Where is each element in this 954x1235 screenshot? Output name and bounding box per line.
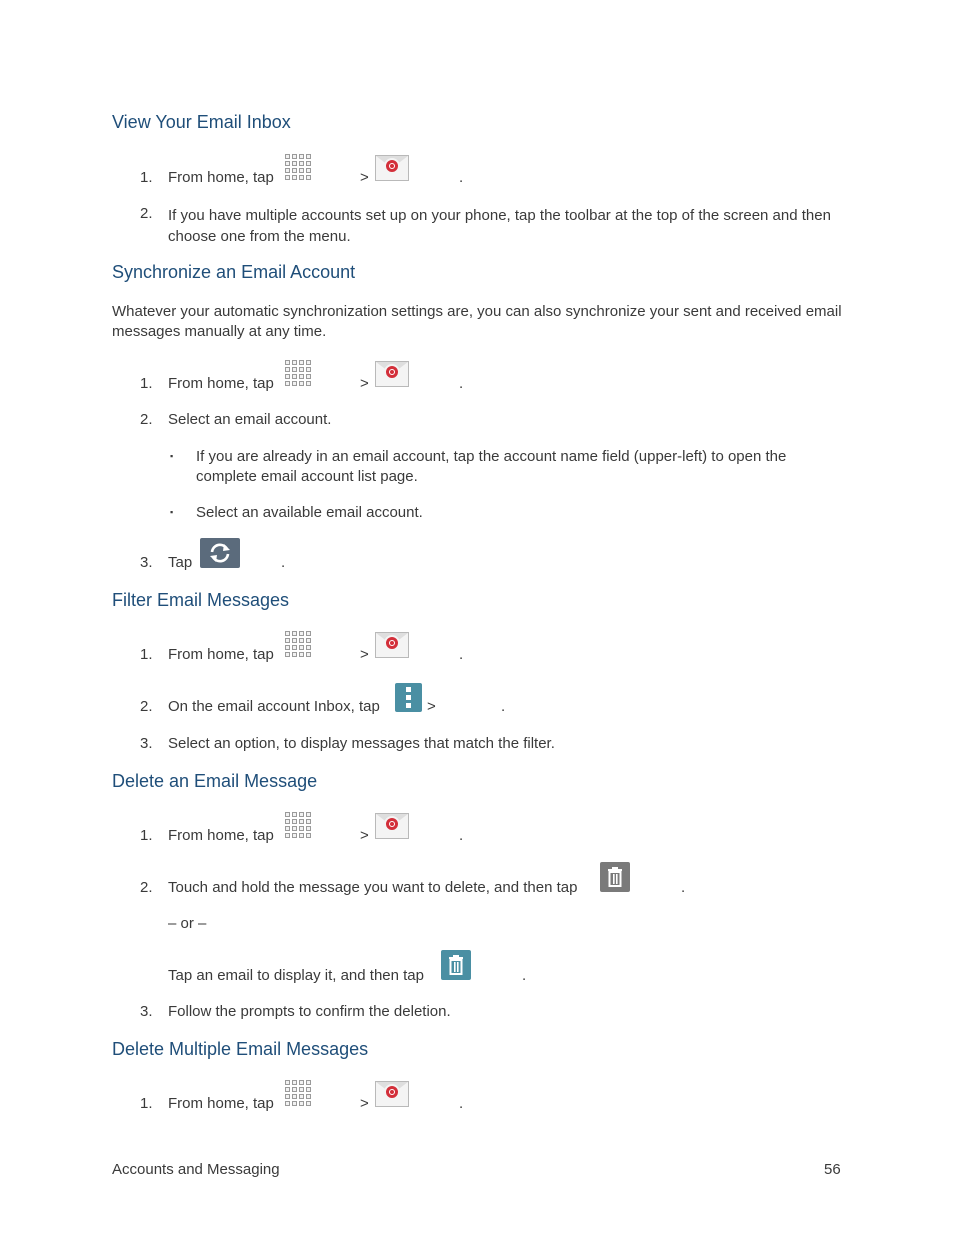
- period: .: [681, 879, 686, 896]
- trash-icon: [600, 862, 630, 892]
- bullet-marker: ▪: [170, 451, 174, 461]
- heading-delete-multiple: Delete Multiple Email Messages: [112, 1039, 369, 1059]
- email-app-icon: [375, 813, 409, 839]
- step-number: 1.: [140, 1095, 153, 1112]
- separator: >: [360, 827, 369, 844]
- email-app-icon: [375, 632, 409, 658]
- step-number: 2.: [140, 411, 153, 428]
- heading-sync-account: Synchronize an Email Account: [112, 262, 356, 282]
- separator: >: [360, 375, 369, 392]
- separator: >: [360, 646, 369, 663]
- step-text: From home, tap: [168, 1095, 274, 1112]
- step-text: From home, tap: [168, 827, 274, 844]
- step-number: 2.: [140, 698, 153, 715]
- step-number: 1.: [140, 169, 153, 186]
- email-app-icon: [375, 155, 409, 181]
- step-text: Select an option, to display messages that match the filter.: [168, 735, 555, 752]
- step-text: From home, tap: [168, 375, 274, 392]
- step-text: Follow the prompts to confirm the deletion.: [168, 1003, 451, 1020]
- intro-paragraph: Whatever your automatic synchronization settings are, you can also synchronize your sent and received email messages manually at any time.: [112, 303, 842, 340]
- email-app-icon: [375, 361, 409, 387]
- separator: >: [360, 169, 369, 186]
- bullet-marker: ▪: [170, 507, 174, 517]
- period: .: [459, 169, 464, 186]
- step-text: From home, tap: [168, 646, 274, 663]
- step-text: From home, tap: [168, 169, 274, 186]
- sync-icon: [200, 538, 240, 568]
- period: .: [501, 698, 506, 715]
- step-text: Tap: [168, 554, 193, 571]
- step-number: 3.: [140, 1003, 153, 1020]
- footer-section-name: Accounts and Messaging: [112, 1161, 280, 1178]
- step-number: 2.: [140, 879, 153, 896]
- or-separator: – or –: [168, 915, 207, 932]
- more-options-icon: [395, 683, 422, 712]
- heading-view-inbox: View Your Email Inbox: [112, 112, 291, 132]
- step-text: Tap an email to display it, and then tap: [168, 967, 424, 984]
- separator: >: [360, 1095, 369, 1112]
- bullet-text: Select an available email account.: [196, 504, 423, 521]
- trash-icon: [441, 950, 471, 980]
- step-number: 1.: [140, 827, 153, 844]
- apps-grid-icon: [285, 360, 313, 388]
- apps-grid-icon: [285, 1080, 313, 1108]
- period: .: [459, 375, 464, 392]
- step-number: 3.: [140, 735, 153, 752]
- apps-grid-icon: [285, 154, 313, 182]
- apps-grid-icon: [285, 812, 313, 840]
- period: .: [522, 967, 527, 984]
- period: .: [281, 554, 286, 571]
- separator: >: [427, 698, 436, 715]
- page-number: 56: [824, 1161, 841, 1178]
- step-number: 3.: [140, 554, 153, 571]
- step-number: 2.: [140, 205, 153, 222]
- apps-grid-icon: [285, 631, 313, 659]
- step-text: On the email account Inbox, tap: [168, 698, 380, 715]
- step-number: 1.: [140, 646, 153, 663]
- period: .: [459, 646, 464, 663]
- heading-delete-message: Delete an Email Message: [112, 771, 318, 791]
- step-text: If you have multiple accounts set up on your phone, tap the toolbar at the top of the screen and then choose one from the menu.: [168, 207, 831, 245]
- step-text: Select an email account.: [168, 411, 332, 428]
- bullet-text: If you are already in an email account, tap the account name field (upper-left) to open the complete email account list page.: [196, 448, 787, 485]
- period: .: [459, 1095, 464, 1112]
- step-number: 1.: [140, 375, 153, 392]
- email-app-icon: [375, 1081, 409, 1107]
- step-text: Touch and hold the message you want to delete, and then tap: [168, 879, 578, 896]
- heading-filter-messages: Filter Email Messages: [112, 590, 290, 610]
- period: .: [459, 827, 464, 844]
